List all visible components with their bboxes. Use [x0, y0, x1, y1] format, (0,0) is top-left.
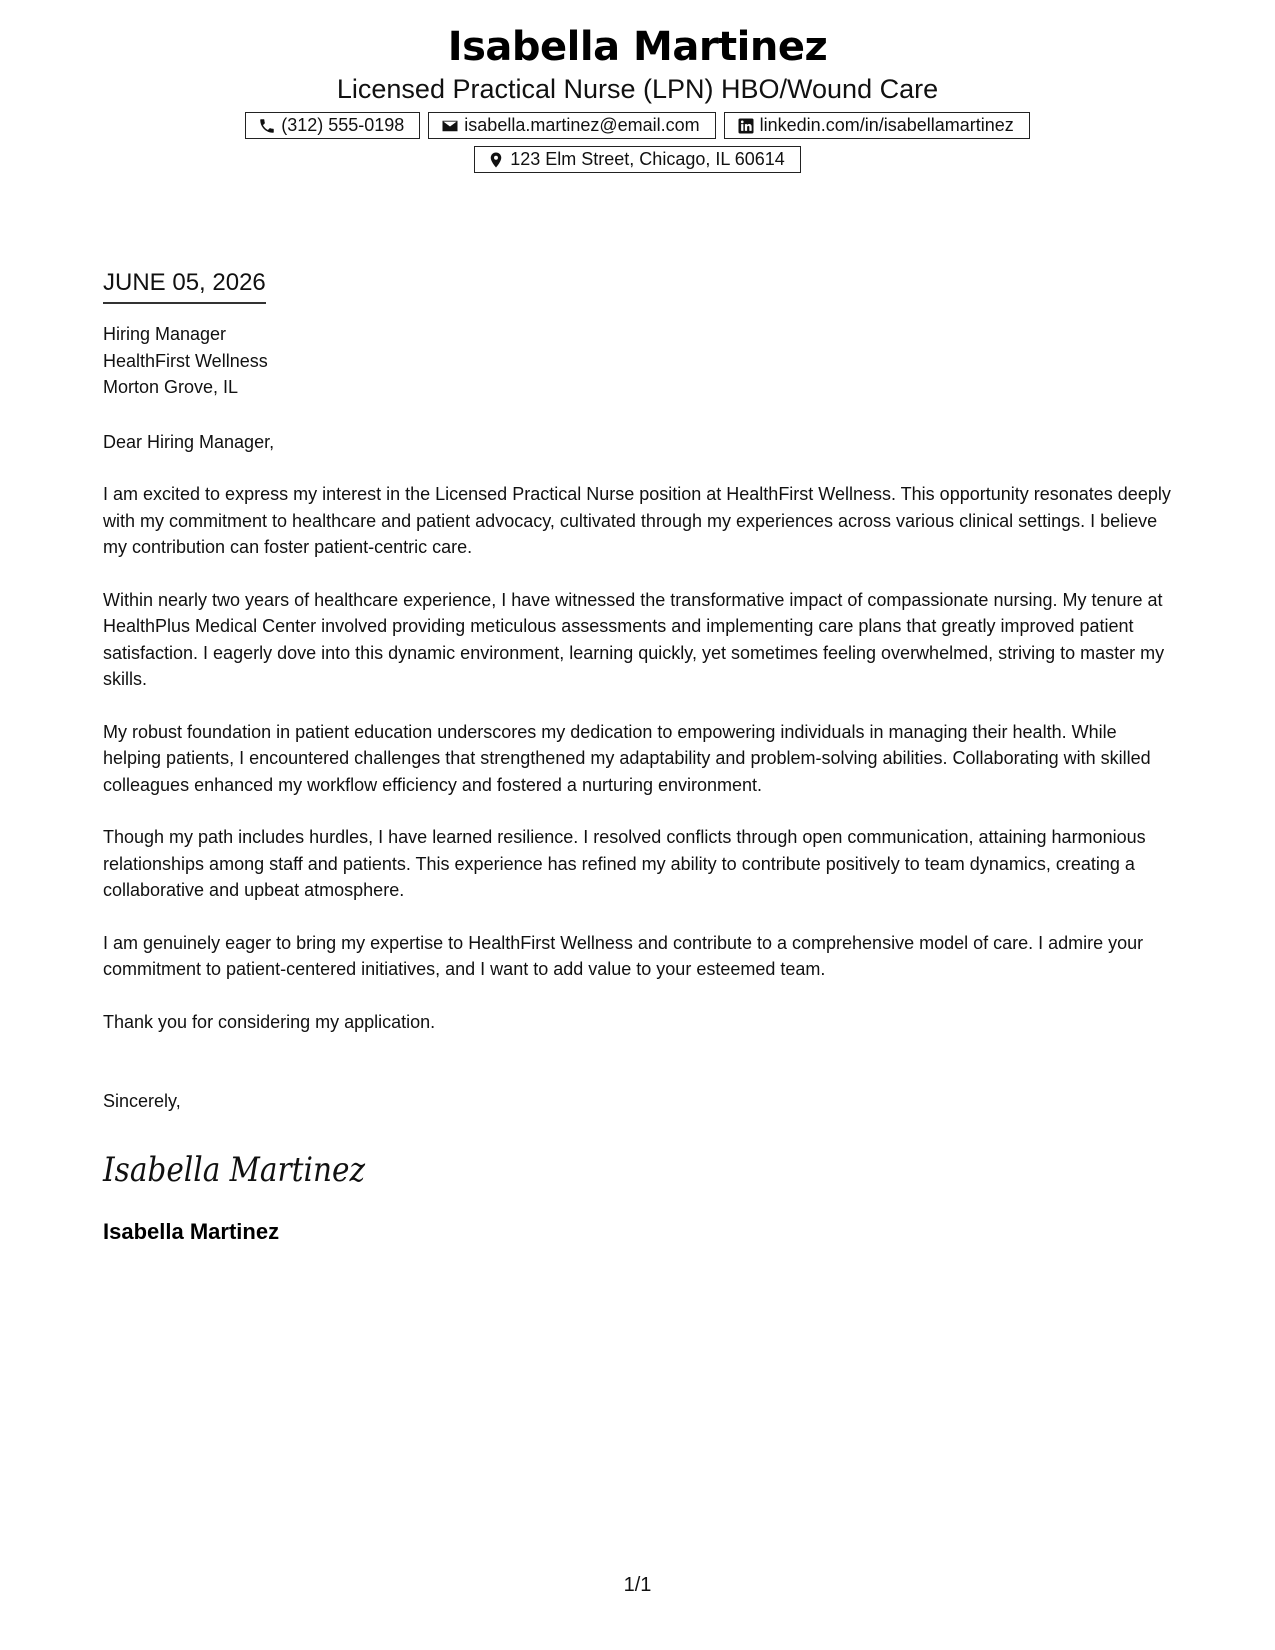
- paragraph: I am excited to express my interest in the Licensed Practical Nurse position at HealthFirst Wellness. This opportunity resonates deeply with my commitment to healthcare and patient advocacy, cultivated through my experiences across various clinical settings. I believe my contribution can foster patient-centric care.: [103, 484, 1171, 557]
- job-title: Licensed Practical Nurse (LPN) HBO/Wound Care: [336, 74, 939, 104]
- letter-header: [0, 22, 1275, 173]
- linkedin-text: linkedin.com/in/isabellamartinez: [759, 115, 1014, 135]
- applicant-name: Isabella Martinez: [447, 24, 828, 70]
- phone-icon: [258, 117, 276, 135]
- paragraph: Though my path includes hurdles, I have learned resilience. I resolved conflicts through open communication, attaining harmonious relationships among staff and patients. This experience has refined my ability to contribute positively to team dynamics, creating a collaborative and upbeat atmosphere.: [103, 827, 1146, 900]
- email-text: isabella.martinez@email.com: [464, 115, 700, 135]
- phone-text: (312) 555-0198: [281, 115, 405, 135]
- signature-text: Isabella Martinez: [102, 1149, 366, 1190]
- letter-date: JUNE 05, 2026: [103, 268, 266, 304]
- paragraph: My robust foundation in patient education underscores my dedication to empowering individuals in managing their health. While helping patients, I encountered challenges that strengthened my adaptability and problem-solving abilities. Collaborating with skilled colleagues enhanced my workflow efficiency and fostered a nurturing environment.: [103, 721, 1151, 795]
- closing: Sincerely,: [103, 1091, 181, 1111]
- handwritten-signature: [103, 1143, 1178, 1199]
- recipient-location: Morton Grove, IL: [103, 377, 239, 397]
- recipient-block: [103, 321, 1178, 401]
- letter-body: [103, 268, 1178, 1245]
- recipient-title: Hiring Manager: [103, 324, 227, 344]
- paragraph: Within nearly two years of healthcare experience, I have witnessed the transformative impact of compassionate nursing. My tenure at HealthPlus Medical Center involved providing meticulous assessments and implementing care plans that greatly improved patient satisfaction. I eagerly dove into this dynamic environment, learning quickly, yet sometimes feeling overwhelmed, striving to master my skills.: [103, 589, 1165, 689]
- envelope-icon: [441, 117, 459, 135]
- phone-contact[interactable]: [245, 112, 420, 139]
- address-contact[interactable]: [474, 146, 801, 173]
- salutation: Dear Hiring Manager,: [103, 431, 275, 452]
- paragraph: Thank you for considering my application.: [103, 1011, 436, 1032]
- address-row: [0, 146, 1275, 173]
- recipient-company: HealthFirst Wellness: [103, 350, 268, 371]
- page-number: 1/1: [623, 1574, 652, 1596]
- linkedin-icon: [737, 117, 755, 135]
- address-text: 123 Elm Street, Chicago, IL 60614: [510, 149, 785, 169]
- email-contact[interactable]: [428, 112, 715, 139]
- contact-row: [0, 112, 1275, 139]
- map-marker-icon: [487, 151, 505, 169]
- signed-name: Isabella Martinez: [103, 1218, 280, 1244]
- paragraph: I am genuinely eager to bring my expertise to HealthFirst Wellness and contribute to a comprehensive model of care. I admire your commitment to patient-centered initiatives, and I want to add value to your esteemed team.: [103, 932, 1144, 979]
- linkedin-contact[interactable]: [724, 112, 1030, 139]
